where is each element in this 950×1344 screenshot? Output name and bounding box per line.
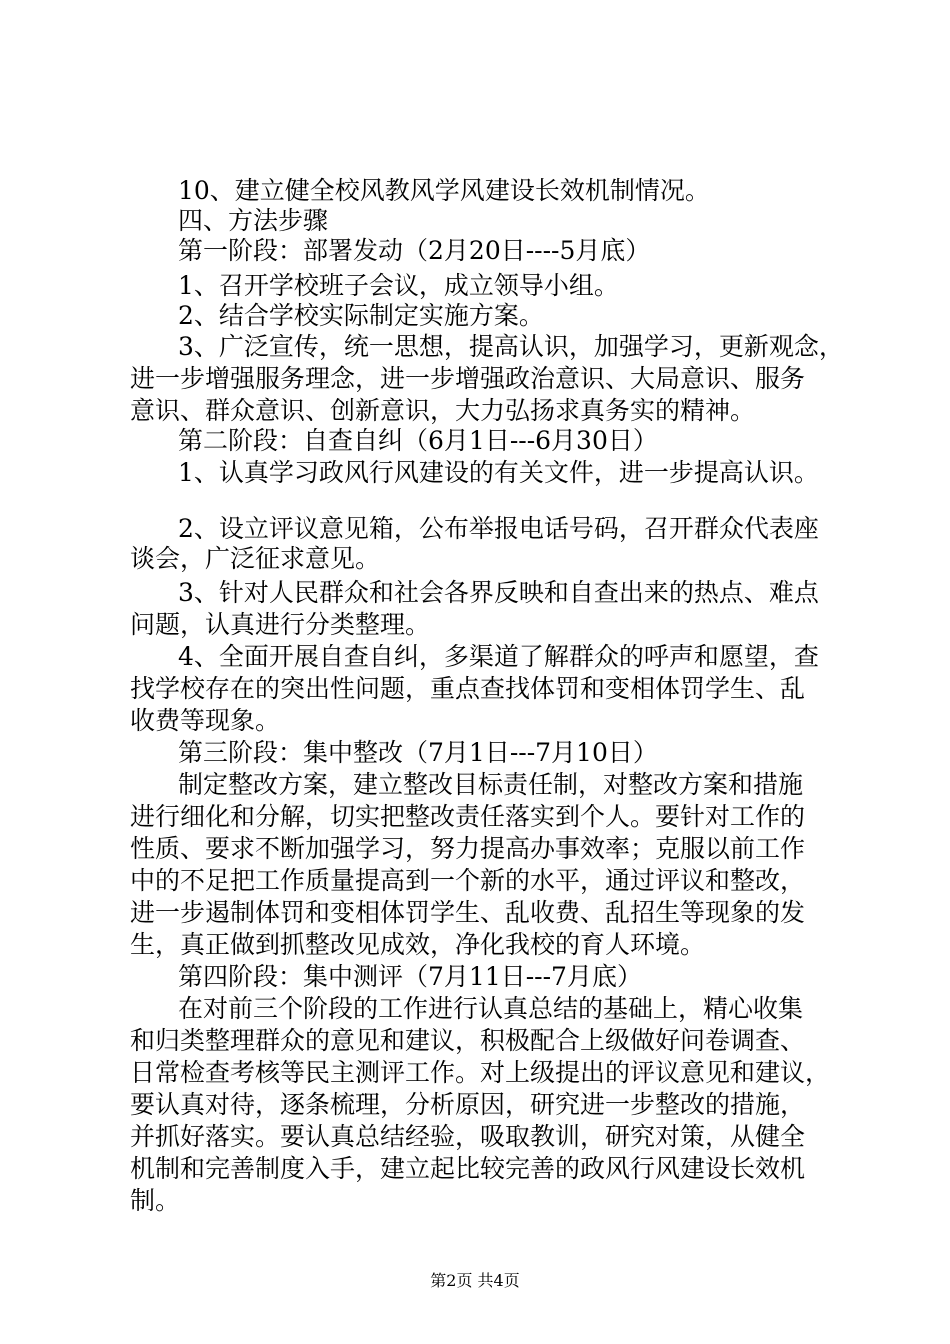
text-line: 谈会，广泛征求意见。 [130,544,381,573]
text-line: 4、全面开展自查自纠，多渠道了解群众的呼声和愿望，查 [178,642,819,671]
text-line: 意识、群众意识、创新意识，大力弘扬求真务实的精神。 [130,396,756,425]
text-line: 1、召开学校班子会议，成立领导小组。 [178,271,619,300]
text-line: 生，真正做到抓整改见成效，净化我校的育人环境。 [130,930,706,959]
section-heading: 四、方法步骤 [178,206,329,235]
text-line: 找学校存在的突出性问题，重点查找体罚和变相体罚学生、乱 [130,674,806,703]
text-line: 性质、要求不断加强学习，努力提高办事效率；克服以前工作 [130,834,806,863]
text-line: 进一步增强服务理念，进一步增强政治意识、大局意识、服务 [130,364,806,393]
text-line: 10、建立健全校风教风学风建设长效机制情况。 [178,176,710,205]
stage-heading: 第四阶段：集中测评（7月11日---7月底） [178,962,642,991]
text-line: 要认真对待，逐条梳理，分析原因，研究进一步整改的措施， [130,1090,806,1119]
text-line: 机制和完善制度入手，建立起比较完善的政风行风建设长效机 [130,1154,806,1183]
stage-heading: 第一阶段：部署发动（2月20日----5月底） [178,236,651,265]
text-line: 2、设立评议意见箱，公布举报电话号码，召开群众代表座 [178,514,819,543]
text-line: 进一步遏制体罚和变相体罚学生、乱收费、乱招生等现象的发 [130,898,806,927]
text-line: 进行细化和分解，切实把整改责任落实到个人。要针对工作的 [130,802,806,831]
text-line: 问题，认真进行分类整理。 [130,610,431,639]
text-line: 3、针对人民群众和社会各界反映和自查出来的热点、难点 [178,578,819,607]
text-line: 收费等现象。 [130,706,281,735]
text-line: 2、结合学校实际制定实施方案。 [178,301,544,330]
text-line: 日常检查考核等民主测评工作。对上级提出的评议意见和建议， [130,1058,831,1087]
text-line: 和归类整理群众的意见和建议，积极配合上级做好问卷调查、 [130,1026,806,1055]
text-line: 在对前三个阶段的工作进行认真总结的基础上，精心收集 [178,994,804,1023]
text-line: 1、认真学习政风行风建设的有关文件，进一步提高认识。 [178,458,819,487]
text-line: 制。 [130,1186,181,1215]
text-line: 制定整改方案，建立整改目标责任制，对整改方案和措施 [178,770,804,799]
text-line: 3、广泛宣传，统一思想，提高认识，加强学习，更新观念， [178,332,844,361]
text-line: 中的不足把工作质量提高到一个新的水平，通过评议和整改， [130,866,806,895]
stage-heading: 第三阶段：集中整改（7月1日---7月10日） [178,738,658,767]
stage-heading: 第二阶段：自查自纠（6月1日---6月30日） [178,426,658,455]
page-number-footer: 第2页 共4页 [430,1271,520,1290]
text-line: 并抓好落实。要认真总结经验，吸取教训，研究对策，从健全 [130,1122,806,1151]
